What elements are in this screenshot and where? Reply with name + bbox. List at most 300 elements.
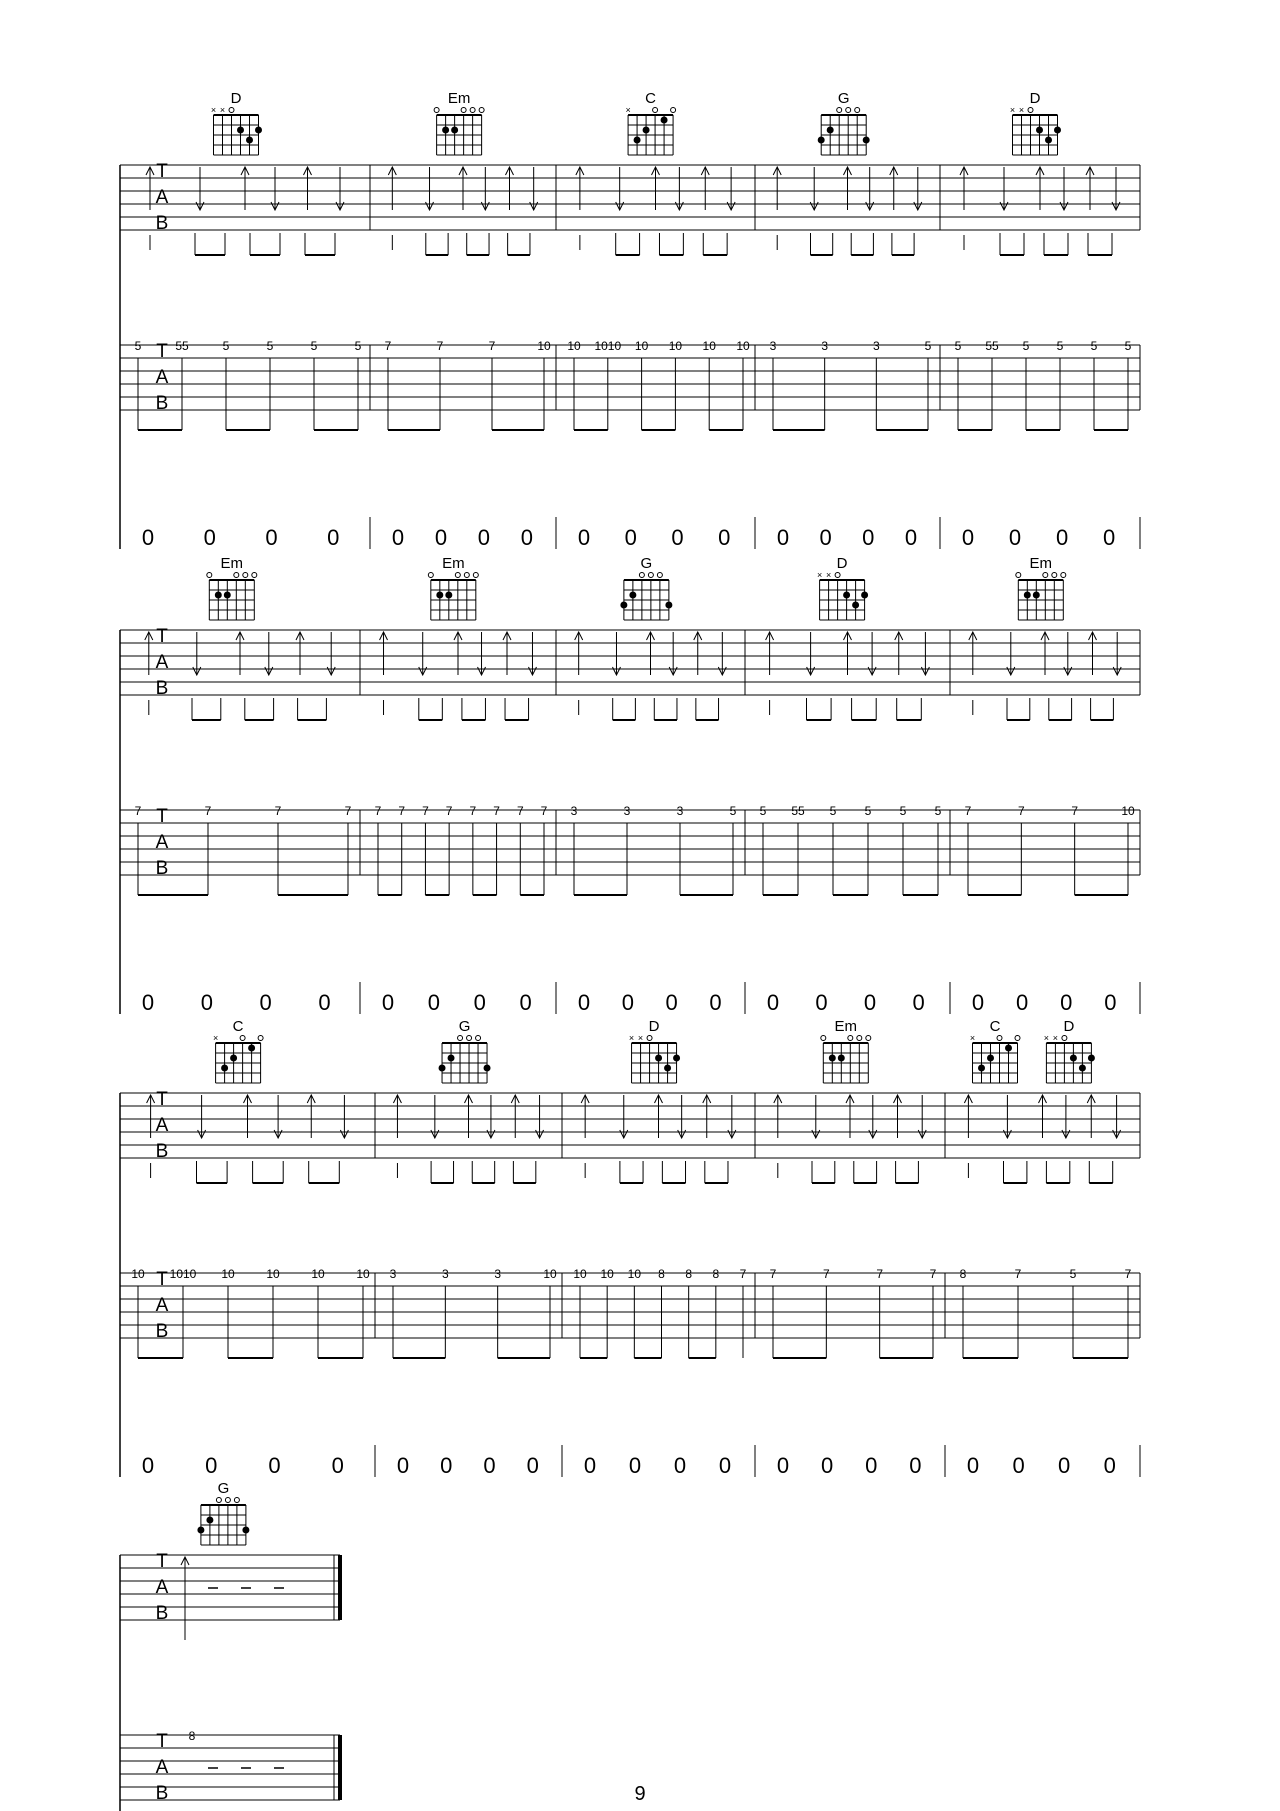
chord-diagram (629, 1018, 680, 1083)
count-number: 0 (141, 1453, 155, 1478)
count-number: 0 (434, 525, 448, 550)
finger-dot (620, 602, 627, 609)
tab-letter: B (155, 1141, 169, 1162)
chord-diagram (620, 555, 672, 620)
open-mark (467, 1036, 472, 1041)
finger-dot (1070, 1055, 1077, 1062)
open-mark (455, 573, 460, 578)
fret-number: 7 (469, 804, 477, 818)
count-number: 0 (141, 990, 155, 1015)
count-number: 0 (381, 990, 395, 1015)
open-mark (653, 108, 658, 113)
page-number: 9 (634, 1783, 646, 1805)
count-number: 0 (1055, 525, 1069, 550)
chord-diagram (625, 90, 675, 155)
mute-mark: × (1043, 1033, 1050, 1043)
count-number: 0 (862, 525, 875, 550)
fret-number: 7 (540, 804, 548, 818)
open-mark (461, 108, 466, 113)
fret-number: 10 (702, 339, 716, 353)
count-number: 0 (519, 990, 532, 1015)
open-mark (464, 573, 469, 578)
count-number: 0 (1103, 1453, 1116, 1478)
fret-number: 7 (1124, 1267, 1132, 1281)
open-mark (234, 573, 239, 578)
chord-name: Em (220, 555, 244, 572)
count-number: 0 (526, 1453, 539, 1478)
fret-number: 8 (959, 1267, 967, 1281)
fret-number: 7 (274, 804, 282, 818)
fret-number: 7 (422, 804, 429, 818)
finger-dot (838, 1055, 845, 1062)
mute-mark: × (825, 570, 832, 580)
count-number: 0 (624, 525, 637, 550)
fret-number: 7 (739, 1267, 747, 1281)
count-number: 0 (709, 990, 722, 1015)
finger-dot (1088, 1055, 1095, 1062)
count-number: 0 (909, 1453, 922, 1478)
open-mark (207, 573, 212, 578)
mute-mark: × (969, 1033, 976, 1043)
count-number: 0 (141, 525, 155, 550)
fret-number: 7 (398, 804, 406, 818)
chord-name: D (648, 1018, 660, 1035)
count-number: 0 (318, 990, 331, 1015)
tab-letter: T (156, 341, 168, 362)
fret-number: 3 (769, 339, 777, 353)
count-number: 0 (1015, 990, 1029, 1015)
tab-letter: B (155, 1783, 169, 1804)
open-mark (476, 1036, 481, 1041)
rhythm-staff (120, 1555, 340, 1620)
finger-dot (987, 1055, 994, 1062)
count-number: 0 (440, 1453, 453, 1478)
count-number: 0 (477, 525, 491, 550)
finger-dot (1079, 1065, 1086, 1072)
fret-number: 10 (537, 339, 551, 353)
fret-number: 7 (134, 804, 142, 818)
fret-number: 5 (266, 339, 274, 353)
fret-number: 7 (493, 804, 500, 818)
finger-dot (655, 1055, 662, 1062)
fret-number: 10 (356, 1267, 370, 1281)
fret-number: 5 (829, 804, 837, 818)
fret-number: 10 (543, 1267, 557, 1281)
finger-dot (230, 1055, 237, 1062)
finger-dot (861, 592, 868, 599)
count-number: 0 (766, 990, 780, 1015)
system-4 (120, 1480, 340, 1811)
open-mark (846, 108, 851, 113)
fret-number: 7 (1017, 804, 1025, 818)
count-number: 0 (1008, 525, 1022, 550)
count-number: 0 (473, 990, 486, 1015)
mute-mark: × (637, 1033, 644, 1043)
mute-mark: × (816, 570, 823, 580)
fret-number: 1010 (169, 1267, 197, 1281)
tab-letter: A (155, 1115, 169, 1136)
chord-diagram (213, 1018, 263, 1083)
count-number: 0 (577, 525, 591, 550)
fret-number: 10 (627, 1267, 642, 1281)
open-mark (647, 1036, 652, 1041)
chord-name: C (645, 90, 657, 107)
mute-mark: × (1009, 105, 1016, 115)
chord-diagram (1010, 90, 1061, 155)
open-mark (848, 1036, 853, 1041)
open-mark (835, 573, 840, 578)
fret-number: 3 (494, 1267, 502, 1281)
finger-dot (1054, 127, 1061, 134)
tab-letter: T (156, 1089, 168, 1110)
finger-dot (215, 592, 222, 599)
tab-letter: A (155, 1295, 169, 1316)
fret-number: 5 (934, 804, 942, 818)
chord-name: D (836, 555, 848, 572)
open-mark (434, 108, 439, 113)
fret-number: 10 (266, 1267, 280, 1281)
count-number: 0 (718, 525, 731, 550)
tab-letter: B (155, 678, 169, 699)
fret-number: 10 (131, 1267, 145, 1281)
chord-name: D (1063, 1018, 1075, 1035)
fret-number: 5 (954, 339, 962, 353)
open-mark (458, 1036, 463, 1041)
count-number: 0 (203, 525, 216, 550)
chord-name: Em (442, 555, 465, 572)
fret-number: 5 (1124, 339, 1132, 353)
open-mark (225, 1498, 230, 1503)
mute-mark: × (212, 1033, 219, 1043)
fret-number: 7 (488, 339, 496, 353)
count-number: 0 (1104, 990, 1117, 1015)
open-mark (258, 1036, 263, 1041)
count-number: 0 (1060, 990, 1073, 1015)
fret-number: 7 (964, 804, 972, 818)
finger-dot (818, 137, 825, 144)
finger-dot (829, 1055, 836, 1062)
fret-number: 5 (310, 339, 318, 353)
open-mark (855, 108, 860, 113)
open-mark (473, 573, 478, 578)
fret-number: 10 (567, 339, 581, 353)
fret-number: 7 (1014, 1267, 1022, 1281)
chord-name: G (217, 1480, 230, 1497)
open-mark (1016, 573, 1021, 578)
tab-letter: B (155, 393, 169, 414)
tab-letter: A (155, 652, 169, 673)
open-mark (240, 1036, 245, 1041)
finger-dot (448, 1055, 455, 1062)
open-mark (997, 1036, 1002, 1041)
open-mark (252, 573, 257, 578)
count-number: 0 (628, 1453, 642, 1478)
fret-number: 3 (676, 804, 684, 818)
count-number: 0 (776, 525, 790, 550)
count-number: 0 (265, 525, 278, 550)
fret-number: 55 (175, 339, 189, 353)
count-number: 0 (718, 1453, 732, 1478)
fret-number: 5 (924, 339, 932, 353)
finger-dot (1045, 137, 1052, 144)
fret-number: 7 (204, 804, 212, 818)
count-number: 0 (904, 525, 918, 550)
count-number: 0 (391, 525, 405, 550)
fret-number: 7 (384, 339, 392, 353)
open-mark (234, 1498, 239, 1503)
tab-letter: B (155, 213, 169, 234)
finger-dot (634, 137, 641, 144)
mute-mark: × (1018, 105, 1025, 115)
mute-mark: × (1052, 1033, 1059, 1043)
finger-dot (242, 1527, 249, 1534)
count-number: 0 (427, 990, 441, 1015)
count-number: 0 (966, 1453, 980, 1478)
system-3 (120, 1018, 1140, 1478)
tab-letter: A (155, 1757, 169, 1778)
open-mark (470, 108, 475, 113)
open-mark (821, 1036, 826, 1041)
open-mark (229, 108, 234, 113)
fret-number: 10 (311, 1267, 325, 1281)
count-number: 0 (971, 990, 985, 1015)
finger-dot (1024, 592, 1031, 599)
tab-letter: A (155, 1577, 169, 1598)
finger-dot (852, 602, 859, 609)
open-mark (648, 573, 653, 578)
tab-letter: T (156, 806, 168, 827)
count-number: 0 (820, 1453, 834, 1478)
fret-number: 3 (623, 804, 631, 818)
chord-diagram (428, 555, 478, 620)
chord-name: G (640, 555, 653, 572)
chord-diagram (1016, 555, 1066, 620)
mute-mark: × (628, 1033, 635, 1043)
open-mark (1015, 1036, 1020, 1041)
mute-mark: × (210, 105, 217, 115)
count-number: 0 (671, 525, 684, 550)
fret-number: 10 (221, 1267, 235, 1281)
finger-dot (445, 592, 452, 599)
fret-number: 3 (872, 339, 880, 353)
finger-dot (197, 1527, 204, 1534)
count-number: 0 (815, 990, 828, 1015)
chord-diagram (211, 90, 262, 155)
chord-diagram (817, 555, 868, 620)
finger-dot (1005, 1045, 1012, 1052)
open-mark (1028, 108, 1033, 113)
open-mark (857, 1036, 862, 1041)
fret-number: 7 (929, 1267, 937, 1281)
fret-number: 3 (389, 1267, 397, 1281)
count-number: 0 (1058, 1453, 1071, 1478)
fret-number: 5 (1069, 1267, 1077, 1281)
fret-number: 8 (188, 1729, 196, 1743)
chord-name: G (837, 90, 850, 107)
fret-number: 7 (876, 1267, 884, 1281)
mute-mark: × (219, 105, 226, 115)
count-number: 0 (673, 1453, 687, 1478)
fret-number: 10 (736, 339, 750, 353)
finger-dot (863, 137, 870, 144)
finger-dot (629, 592, 636, 599)
tab-letter: B (155, 1603, 169, 1624)
count-number: 0 (665, 990, 678, 1015)
chord-name: Em (834, 1018, 858, 1035)
open-mark (657, 573, 662, 578)
count-number: 0 (520, 525, 533, 550)
fret-number: 1010 (594, 339, 622, 353)
count-number: 0 (863, 990, 877, 1015)
finger-dot (484, 1065, 491, 1072)
rhythm-staff (120, 165, 1140, 230)
finger-dot (224, 592, 231, 599)
fret-number: 5 (729, 804, 737, 818)
fret-number: 5 (759, 804, 767, 818)
fret-number: 10 (668, 339, 683, 353)
fret-number: 3 (441, 1267, 449, 1281)
count-number: 0 (205, 1453, 218, 1478)
fret-number: 7 (769, 1267, 777, 1281)
finger-dot (1033, 592, 1040, 599)
fret-number: 10 (600, 1267, 614, 1281)
tab-letter: A (155, 832, 169, 853)
chord-name: C (232, 1018, 244, 1035)
open-mark (866, 1036, 871, 1041)
fret-number: 10 (573, 1267, 587, 1281)
fret-number: 8 (685, 1267, 693, 1281)
finger-dot (255, 127, 262, 134)
chord-name: G (458, 1018, 471, 1035)
finger-dot (248, 1045, 255, 1052)
chord-name: D (230, 90, 242, 107)
chord-diagram (434, 90, 484, 155)
fret-number: 3 (821, 339, 829, 353)
fret-number: 5 (864, 804, 872, 818)
tab-letter: T (156, 161, 168, 182)
finger-dot (442, 127, 449, 134)
open-mark (1061, 573, 1066, 578)
count-number: 0 (1012, 1453, 1025, 1478)
open-mark (216, 1498, 221, 1503)
fret-number: 8 (658, 1267, 665, 1281)
fret-number: 10 (1121, 804, 1135, 818)
melody-staff (120, 345, 1140, 410)
finger-dot (664, 1065, 671, 1072)
fret-number: 5 (354, 339, 362, 353)
finger-dot (1036, 127, 1043, 134)
fret-number: 5 (899, 804, 907, 818)
finger-dot (237, 127, 244, 134)
finger-dot (827, 127, 834, 134)
fret-number: 55 (791, 804, 805, 818)
chord-name: D (1029, 90, 1041, 107)
fret-number: 7 (516, 804, 524, 818)
finger-dot (221, 1065, 228, 1072)
melody-staff (120, 1735, 340, 1800)
open-mark (428, 573, 433, 578)
count-number: 0 (583, 1453, 597, 1478)
fret-number: 7 (436, 339, 444, 353)
finger-dot (978, 1065, 985, 1072)
finger-dot (451, 127, 458, 134)
open-mark (639, 573, 644, 578)
fret-number: 5 (134, 339, 142, 353)
rhythm-staff (120, 630, 1140, 695)
count-number: 0 (577, 990, 591, 1015)
fret-number: 55 (985, 339, 999, 353)
open-mark (243, 573, 248, 578)
fret-number: 7 (1071, 804, 1079, 818)
melody-staff (120, 810, 1140, 875)
fret-number: 8 (712, 1267, 720, 1281)
count-number: 0 (1103, 525, 1116, 550)
fret-number: 7 (374, 804, 382, 818)
chord-diagram (207, 555, 257, 620)
fret-number: 5 (1090, 339, 1098, 353)
finger-dot (436, 592, 443, 599)
finger-dot (665, 602, 672, 609)
fret-number: 7 (344, 804, 352, 818)
fret-number: 5 (222, 339, 230, 353)
count-number: 0 (259, 990, 272, 1015)
chord-diagram (1044, 1018, 1095, 1083)
count-number: 0 (396, 1453, 410, 1478)
finger-dot (643, 127, 650, 134)
finger-dot (206, 1517, 213, 1524)
chord-diagram (821, 1018, 871, 1083)
finger-dot (673, 1055, 680, 1062)
count-number: 0 (483, 1453, 496, 1478)
finger-dot (843, 592, 850, 599)
fret-number: 10 (634, 339, 649, 353)
finger-dot (661, 117, 668, 124)
fret-number: 7 (445, 804, 453, 818)
tab-letter: T (156, 1551, 168, 1572)
open-mark (479, 108, 484, 113)
count-number: 0 (331, 1453, 344, 1478)
count-number: 0 (776, 1453, 790, 1478)
fret-number: 5 (1056, 339, 1064, 353)
open-mark (837, 108, 842, 113)
count-number: 0 (912, 990, 925, 1015)
chord-name: C (989, 1018, 1001, 1035)
open-mark (1043, 573, 1048, 578)
system-2 (120, 555, 1140, 1015)
fret-number: 7 (822, 1267, 830, 1281)
fret-number: 3 (570, 804, 578, 818)
chord-diagram (970, 1018, 1020, 1083)
open-mark (1052, 573, 1057, 578)
count-number: 0 (268, 1453, 281, 1478)
tab-letter: T (156, 1269, 168, 1290)
count-number: 0 (819, 525, 832, 550)
chord-diagram (197, 1480, 249, 1545)
tab-letter: T (156, 626, 168, 647)
count-number: 0 (865, 1453, 878, 1478)
open-mark (1062, 1036, 1067, 1041)
chord-name: Em (447, 90, 471, 107)
tab-letter: B (155, 1321, 169, 1342)
count-number: 0 (327, 525, 340, 550)
chord-diagram (818, 90, 870, 155)
rhythm-staff (120, 1093, 1140, 1158)
tab-letter: A (155, 367, 169, 388)
finger-dot (246, 137, 253, 144)
count-number: 0 (621, 990, 634, 1015)
mute-mark: × (625, 105, 631, 115)
chord-diagram (439, 1018, 491, 1083)
